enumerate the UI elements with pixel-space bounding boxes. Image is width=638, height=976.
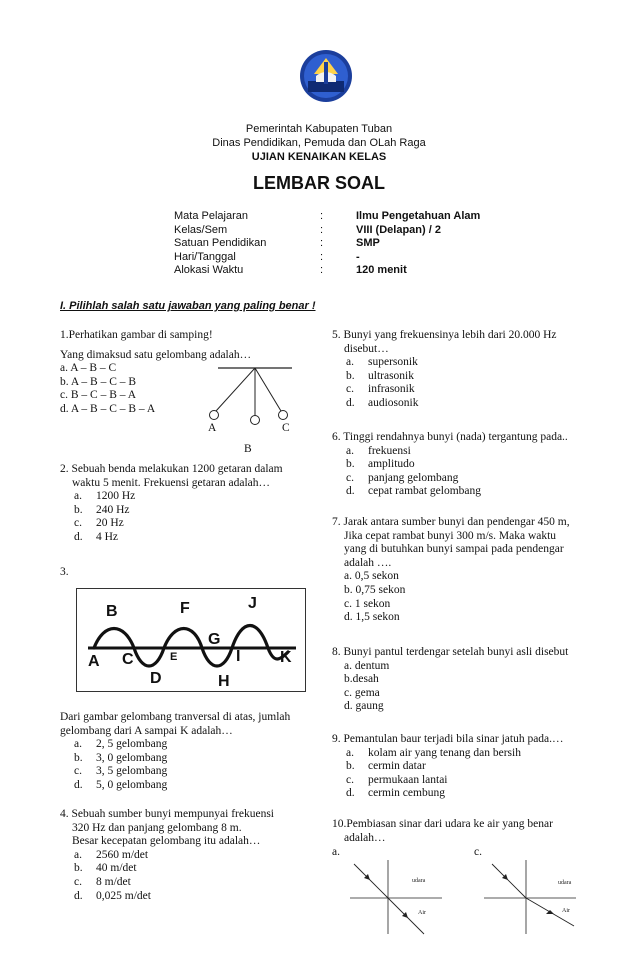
logo-emblem [298, 48, 354, 104]
q7-option-b: b. 0,75 sekon [344, 583, 406, 596]
meta-value: VIII (Delapan) / 2 [356, 223, 441, 236]
question-9 [332, 733, 627, 801]
q1-line1: 1.Perhatikan gambar di samping! [60, 329, 213, 341]
section-title: I. Pilihlah salah satu jawaban yang paling benar ! [60, 300, 316, 312]
pendulum-label-c: C [282, 422, 290, 434]
meta-row [174, 237, 514, 251]
wave-label-h: H [218, 673, 230, 690]
q4-line3: Besar kecepatan gelombang itu adalah… [72, 835, 261, 848]
question-7 [332, 516, 627, 625]
q6-line1: 6. Tinggi rendahnya bunyi (nada) tergantung pada.. [332, 431, 568, 443]
q9-option-c: c. permukaan lantai [346, 773, 448, 786]
q8-option-c: c. gema [344, 686, 380, 699]
q2-option-b: b. 240 Hz [74, 503, 130, 516]
q9-line1: 9. Pemantulan baur terjadi bila sinar jatuh pada.… [332, 733, 564, 745]
meta-row [174, 251, 514, 265]
q6-option-b: b. amplitudo [346, 458, 415, 471]
medium-label-air-top: udara [412, 878, 426, 884]
meta-sep: : [320, 264, 324, 277]
q5-line1: 5. Bunyi yang frekuensinya lebih dari 20.000 Hz [332, 329, 557, 341]
refraction-diagram-a [346, 858, 446, 936]
q8-line1: 8. Bunyi pantul terdengar setelah bunyi asli disebut [332, 646, 569, 658]
q7-option-c: c. 1 sekon [344, 597, 391, 610]
q10-line2: adalah… [344, 831, 386, 844]
wave-label-a: A [88, 653, 100, 670]
transverse-wave-figure [76, 588, 306, 692]
q10-option-a-label: a. [332, 846, 340, 858]
q8-option-d: d. gaung [344, 700, 384, 713]
q4-option-a: a. 2560 m/det [74, 848, 149, 861]
q3-line2: gelombang dari A sampai K adalah… [60, 724, 233, 737]
q3-option-d: d. 5, 0 gelombang [74, 778, 168, 791]
q9-option-b: b. cermin datar [346, 760, 426, 773]
header-government: Pemerintah Kabupaten Tuban [245, 123, 393, 135]
q8-option-a: a. dentum [344, 659, 390, 672]
q5-option-d: d. audiosonik [346, 396, 419, 409]
header-department: Dinas Pendidikan, Pemuda dan OLah Raga [212, 137, 426, 149]
question-5 [332, 329, 622, 411]
q2-option-a: a. 1200 Hz [74, 490, 136, 503]
q2-line1: 2. Sebuah benda melakukan 1200 getaran dalam [60, 463, 283, 475]
q1-option-b: b. A – B – C – B [60, 375, 137, 388]
q10-option-c-label: c. [474, 846, 482, 858]
question-10 [332, 818, 627, 845]
q6-option-a: a. frekuensi [346, 444, 411, 457]
q4-option-d: d. 0,025 m/det [74, 889, 151, 902]
q6-option-c: c. panjang gelombang [346, 471, 459, 484]
meta-value: - [356, 250, 360, 263]
question-6 [332, 431, 627, 499]
q1-option-c: c. B – C – B – A [60, 389, 137, 402]
question-2 [60, 463, 332, 545]
question-3 [60, 711, 335, 793]
medium-label-water-bottom: Air [418, 910, 426, 916]
q1-line2: Yang dimaksud satu gelombang adalah… [60, 348, 252, 361]
q4-option-b: b. 40 m/det [74, 862, 137, 875]
q1-option-d: d. A – B – C – B – A [60, 402, 156, 415]
meta-sep: : [320, 210, 324, 222]
wave-label-i: I [236, 648, 241, 665]
q7-line2: Jika cepat rambat bunyi 300 m/s. Maka waktu [344, 529, 557, 542]
meta-value: SMP [356, 237, 380, 250]
q2-line2: waktu 5 menit. Frekuensi getaran adalah… [72, 476, 270, 489]
question-4 [60, 808, 332, 903]
wave-label-b: B [106, 603, 118, 620]
refraction-diagram-c [480, 858, 580, 936]
q5-option-b: b. ultrasonik [346, 369, 414, 382]
q7-option-a: a. 0,5 sekon [344, 570, 399, 583]
q7-line4: adalah …. [344, 556, 392, 569]
header-exam: UJIAN KENAIKAN KELAS [251, 151, 387, 163]
meta-label: Hari/Tanggal [174, 250, 236, 263]
q3-line1: Dari gambar gelombang tranversal di atas, jumlah [60, 711, 291, 723]
meta-label: Kelas/Sem [174, 223, 228, 236]
meta-value: 120 menit [356, 264, 407, 277]
medium-label-air-top: udara [558, 880, 572, 886]
wave-label-k: K [280, 649, 292, 666]
q1-option-a: a. A – B – C [60, 362, 117, 375]
meta-row [174, 210, 514, 224]
question-8 [332, 646, 627, 714]
pendulum-label-b: B [244, 443, 252, 455]
q7-option-d: d. 1,5 sekon [344, 611, 400, 624]
q8-option-b: b.desah [344, 673, 379, 686]
meta-sep: : [320, 250, 324, 263]
q6-option-d: d. cepat rambat gelombang [346, 485, 482, 498]
wave-label-f: F [180, 600, 190, 617]
wave-label-c: C [122, 651, 134, 668]
q5-option-c: c. infrasonik [346, 383, 415, 396]
meta-sep: : [320, 223, 324, 236]
meta-label: Alokasi Waktu [174, 264, 244, 277]
q7-line3: yang di butuhkan bunyi sampai pada pendengar [344, 543, 564, 556]
q3-option-b: b. 3, 0 gelombang [74, 751, 168, 764]
q9-option-a: a. kolam air yang tenang dan bersih [346, 746, 521, 759]
q2-option-d: d. 4 Hz [74, 530, 119, 543]
q7-line1: 7. Jarak antara sumber bunyi dan pendengar 450 m, [332, 516, 570, 528]
meta-row [174, 224, 514, 238]
q3-option-c: c. 3, 5 gelombang [74, 765, 168, 778]
q5-line2: disebut… [344, 342, 389, 355]
wave-label-e: E [170, 651, 178, 663]
wave-label-j: J [248, 595, 257, 612]
meta-sep: : [320, 237, 324, 250]
q4-option-c: c. 8 m/det [74, 875, 131, 888]
meta-label: Mata Pelajaran [174, 210, 248, 222]
meta-row [174, 264, 514, 278]
q2-option-c: c. 20 Hz [74, 517, 124, 530]
pendulum-label-a: A [208, 422, 217, 434]
q4-line2: 320 Hz dan panjang gelombang 8 m. [72, 821, 242, 834]
wave-label-d: D [150, 670, 162, 687]
q5-option-a: a. supersonik [346, 356, 418, 369]
q10-line1: 10.Pembiasan sinar dari udara ke air yang benar [332, 818, 553, 830]
meta-label: Satuan Pendidikan [174, 237, 267, 250]
q3-number: 3. [60, 566, 69, 578]
q3-option-a: a. 2, 5 gelombang [74, 738, 168, 751]
medium-label-water-bottom: Air [562, 908, 570, 914]
q9-option-d: d. cermin cembung [346, 787, 445, 800]
wave-label-g: G [208, 631, 221, 648]
meta-value: Ilmu Pengetahuan Alam [356, 210, 481, 222]
meta-table [174, 210, 514, 278]
page-title: LEMBAR SOAL [253, 173, 385, 193]
q4-line1: 4. Sebuah sumber bunyi mempunyai frekuensi [60, 808, 274, 820]
